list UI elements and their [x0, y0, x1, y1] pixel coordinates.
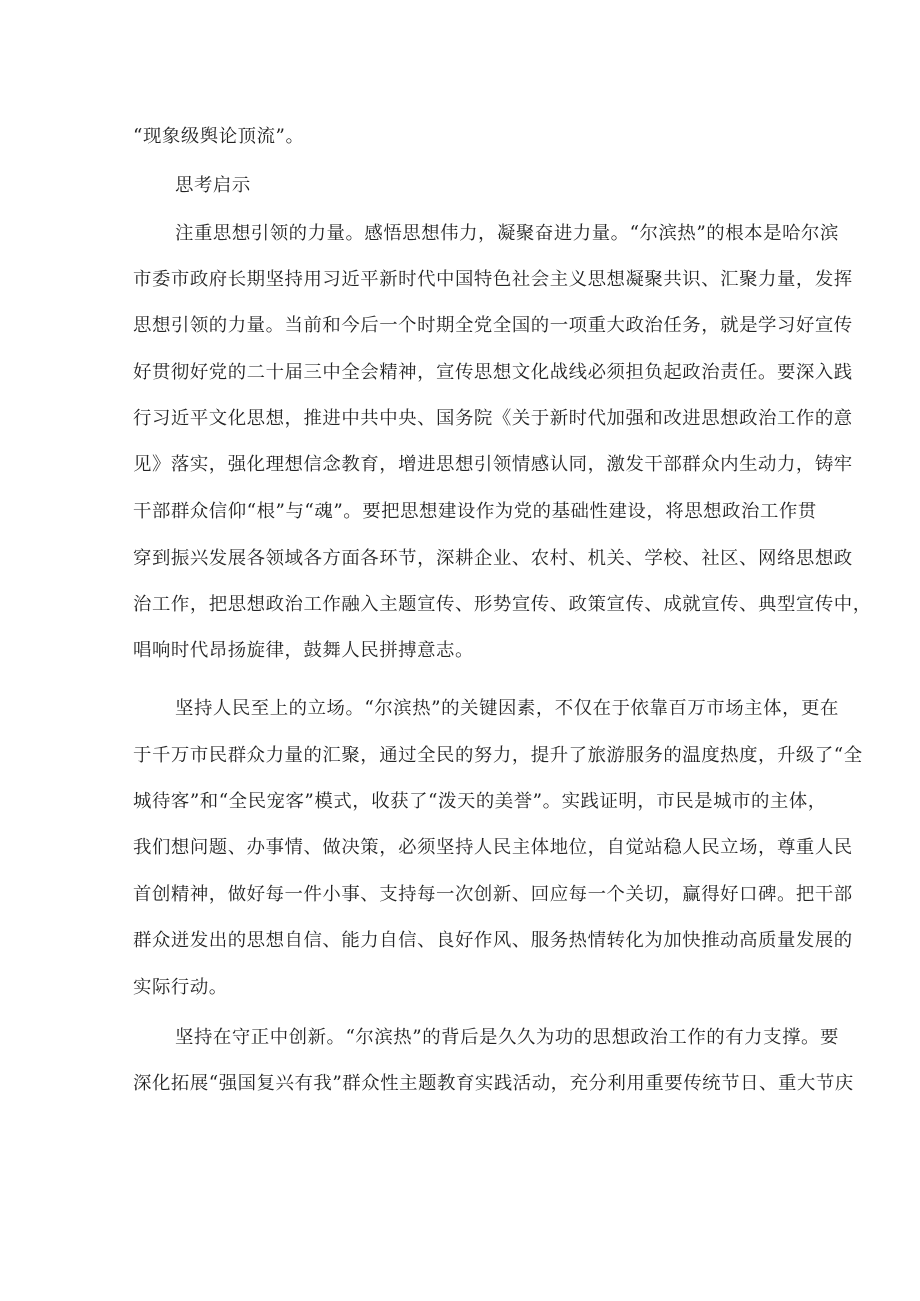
paragraph-line: 穿到振兴发展各领域各方面各环节，深耕企业、农村、机关、学校、社区、网络思想政: [133, 548, 853, 569]
paragraph-line: 唱响时代昂扬旋律，鼓舞人民拼搏意志。: [133, 640, 474, 661]
section-heading: 思考启示: [175, 175, 251, 196]
paragraph-line: 治工作，把思想政治工作融入主题宣传、形势宣传、政策宣传、成就宣传、典型宣传中，: [133, 594, 872, 615]
paragraph-line: 干部群众信仰“根”与“魂”。要把思想建设作为党的基础性建设，将思想政治工作贯: [133, 501, 817, 522]
paragraph-line: 坚持在守正中创新。“尔滨热”的背后是久久为功的思想政治工作的有力支撑。要: [175, 1027, 839, 1048]
paragraph-line: 坚持人民至上的立场。“尔滨热”的关键因素，不仅在于依靠百万市场主体，更在: [175, 698, 839, 719]
paragraph-line: 见》落实，强化理想信念教育，增进思想引领情感认同，激发干部群众内生动力，铸牢: [133, 454, 853, 475]
paragraph-line: 思想引领的力量。当前和今后一个时期全党全国的一项重大政治任务，就是学习好宣传: [133, 315, 853, 336]
paragraph-line: 实际行动。: [133, 977, 228, 998]
paragraph-line: 我们想问题、办事情、做决策，必须坚持人民主体地位，自觉站稳人民立场，尊重人民: [133, 837, 853, 858]
paragraph-line: 城待客”和“全民宠客”模式，收获了“泼天的美誉”。实践证明，市民是城市的主体，: [133, 791, 827, 812]
paragraph-line: 深化拓展“强国复兴有我”群众性主题教育实践活动，充分利用重要传统节日、重大节庆: [133, 1073, 854, 1094]
paragraph-line: 首创精神，做好每一件小事、支持每一次创新、回应每一个关切，赢得好口碑。把干部: [133, 884, 853, 905]
paragraph-line: “现象级舆论顶流”。: [133, 126, 305, 147]
paragraph-line: 注重思想引领的力量。感悟思想伟力，凝聚奋进力量。“尔滨热”的根本是哈尔滨: [175, 223, 839, 244]
paragraph-line: 市委市政府长期坚持用习近平新时代中国特色社会主义思想凝聚共识、汇聚力量，发挥: [133, 269, 853, 290]
paragraph-line: 于千万市民群众力量的汇聚，通过全民的努力，提升了旅游服务的温度热度，升级了“全: [133, 745, 863, 766]
paragraph-line: 群众迸发出的思想自信、能力自信、良好作风、服务热情转化为加快推动高质量发展的: [133, 930, 853, 951]
paragraph-line: 行习近平文化思想，推进中共中央、国务院《关于新时代加强和改进思想政治工作的意: [133, 408, 853, 429]
paragraph-line: 好贯彻好党的二十届三中全会精神，宣传思想文化战线必须担负起政治责任。要深入践: [133, 362, 853, 383]
